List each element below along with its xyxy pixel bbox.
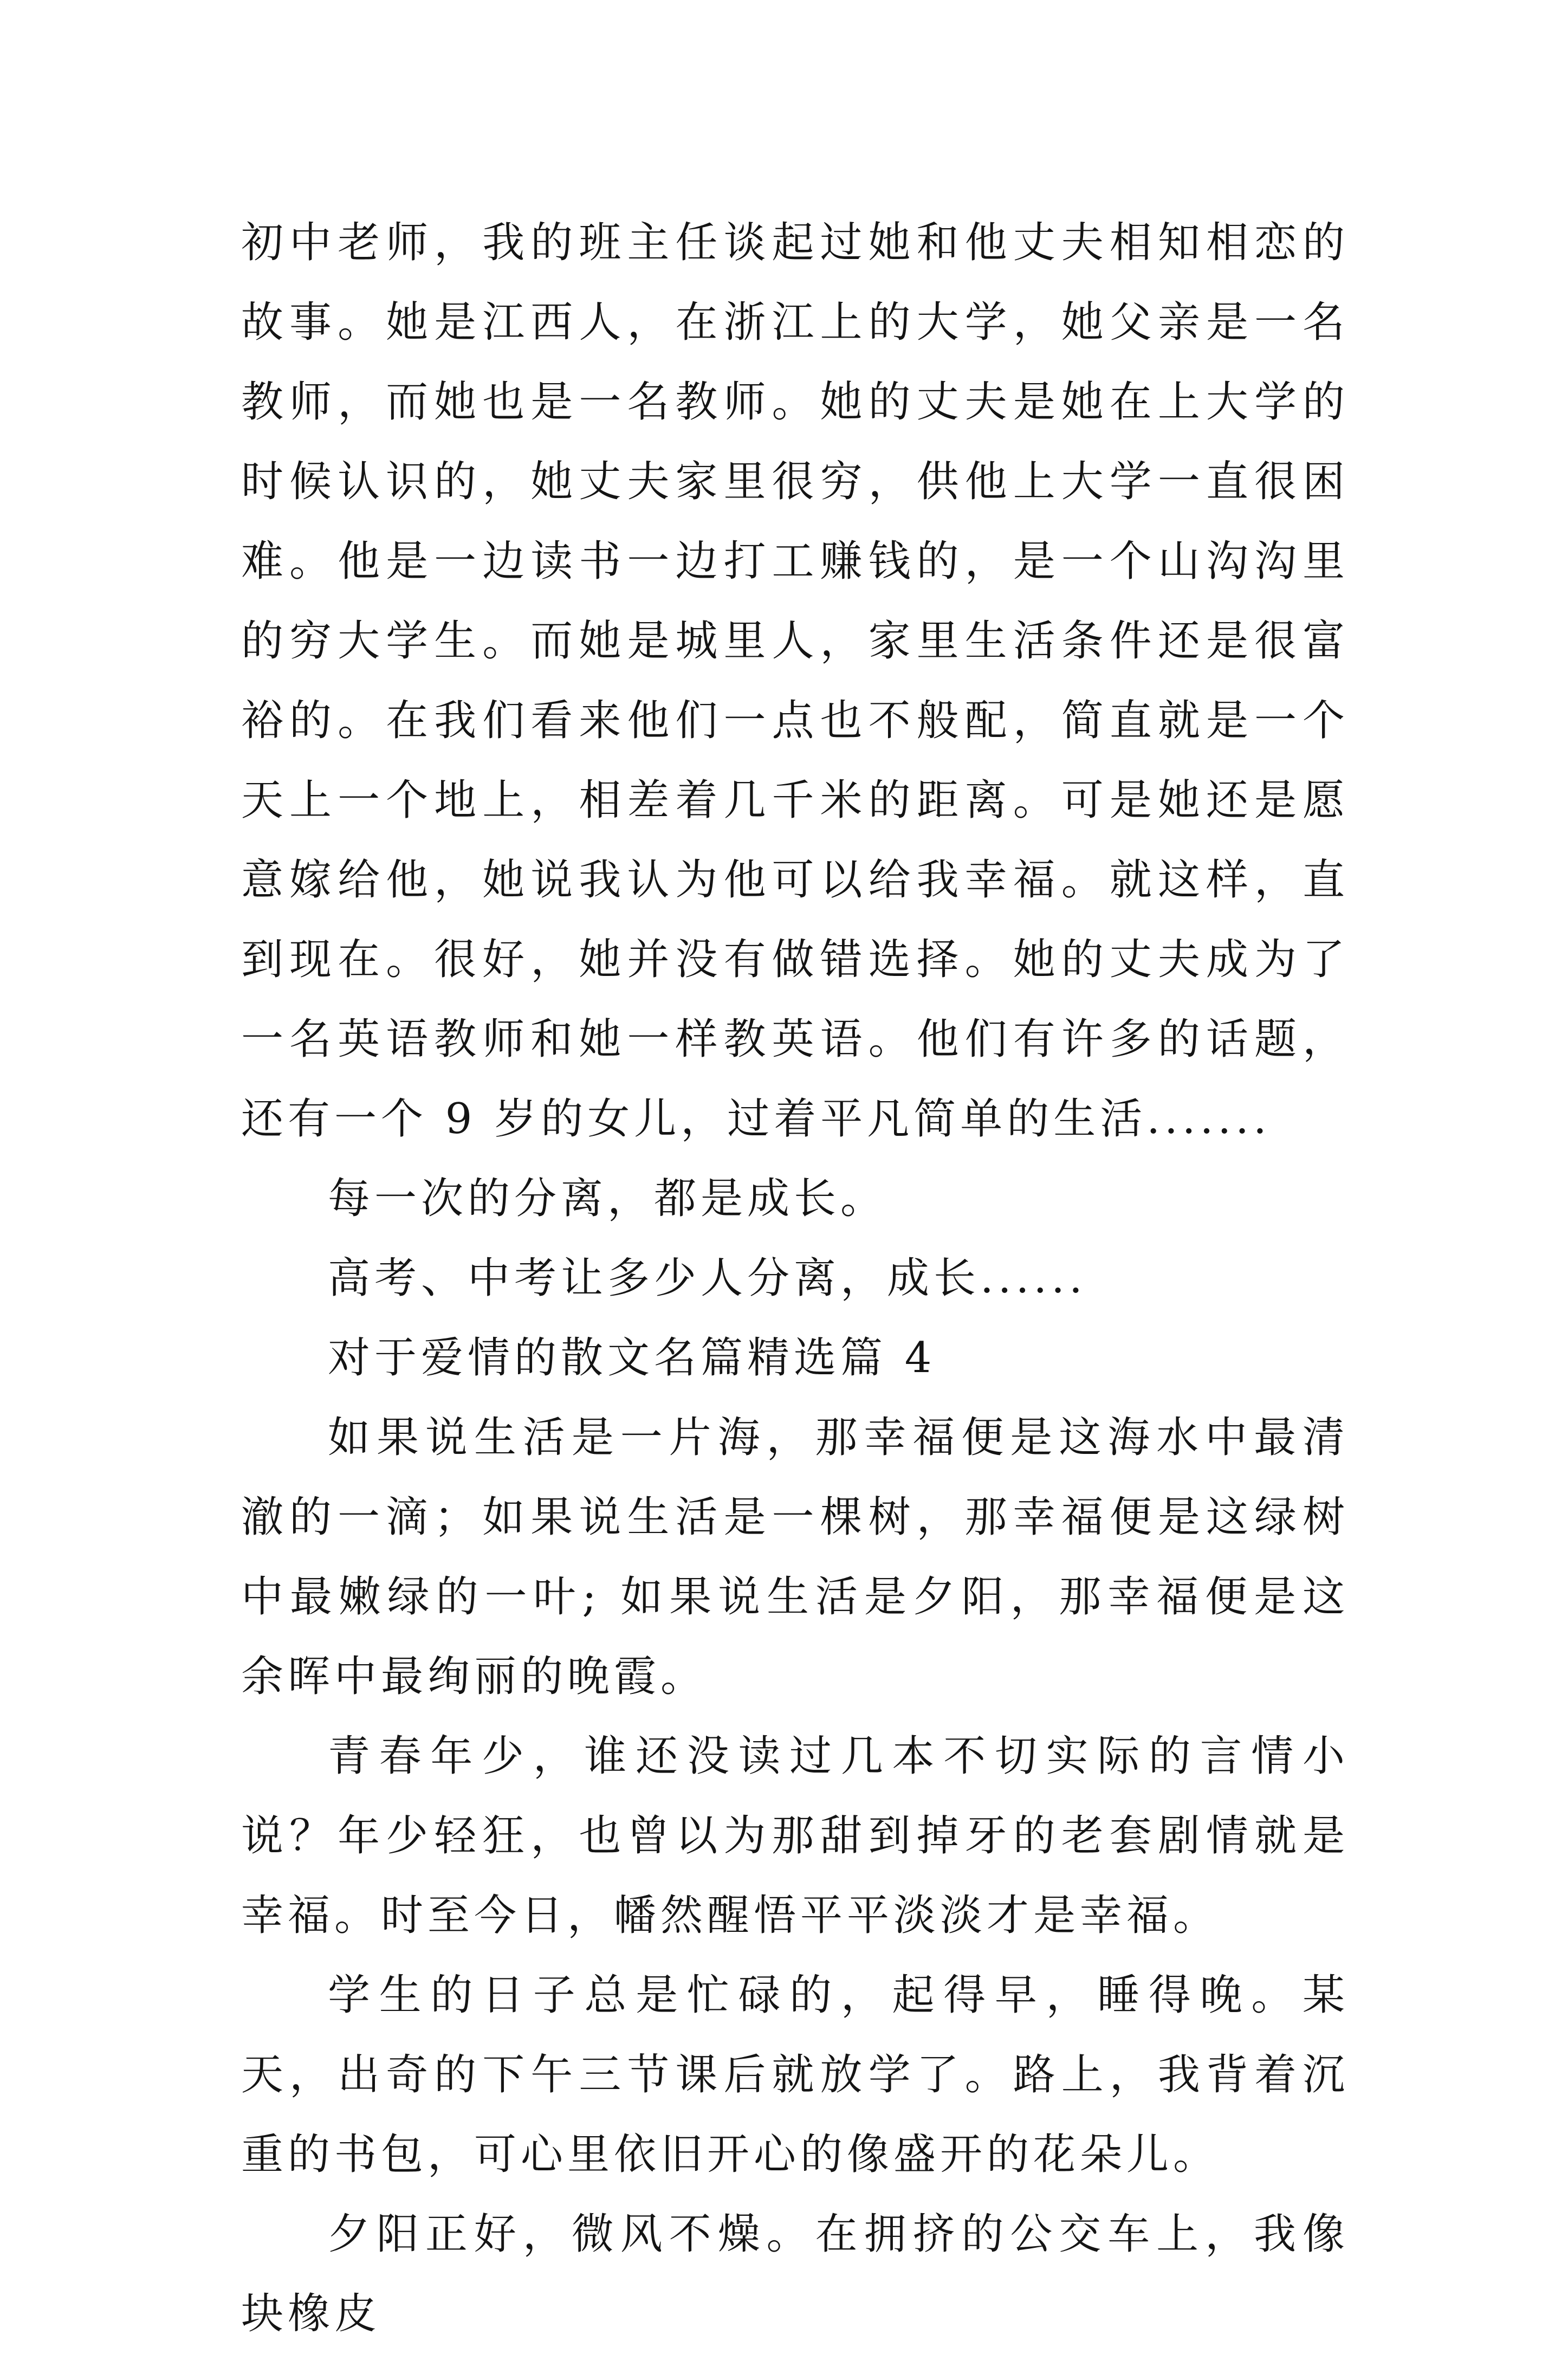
paragraph-teacher-story: 初中老师，我的班主任谈起过她和他丈夫相知相恋的故事。她是江西人，在浙江上的大学，她父亲是一名教师，而她也是一名教师。她的丈夫是她在上大学的时候认识的，她丈夫家里很穷，供他上大学一直很困难。他是一边读书一边打工赚钱的，是一个山沟沟里的穷大学生。而她是城里人，家里生活条件还是很富裕的。在我们看来他们一点也不般配，简直就是一个天上一个地上，相差着几千米的距离。可是她还是愿意嫁给他，她说我认为他可以给我幸福。就这样，直到现在。很好，她并没有做错选择。她的丈夫成为了一名英语教师和她一样教英语。他们有许多的话题，还有一个 9 岁的女儿，过着平凡简单的生活....... xyxy=(241,218,1349,1143)
paragraph-exams: 高考、中考让多少人分离，成长...... xyxy=(328,1254,1087,1303)
paragraph-student-days: 学生的日子总是忙碌的，起得早，睡得晚。某天，出奇的下午三节课后就放学了。路上，我背着沉重的书包，可心里依旧开心的像盛开的花朵儿。 xyxy=(241,1971,1349,2179)
paragraph-separation-growth: 每一次的分离，都是成长。 xyxy=(328,1174,887,1223)
paragraph-sunset-bus: 夕阳正好，微风不燥。在拥挤的公交车上，我像块橡皮 xyxy=(241,2210,1349,2338)
paragraph-life-metaphor: 如果说生活是一片海，那幸福便是这海水中最清澈的一滴；如果说生活是一棵树，那幸福便是这绿树中最嫩绿的一叶; 如果说生活是夕阳，那幸福便是这余晖中最绚丽的晚霞。 xyxy=(241,1413,1349,1701)
paragraph-youth: 青春年少，谁还没读过几本不切实际的言情小说？年少轻狂，也曾以为那甜到掉牙的老套剧情就是幸福。时至今日，幡然醒悟平平淡淡才是幸福。 xyxy=(241,1732,1349,1940)
section-heading: 对于爱情的散文名篇精选篇 4 xyxy=(328,1334,936,1382)
document-body xyxy=(241,203,1349,2354)
